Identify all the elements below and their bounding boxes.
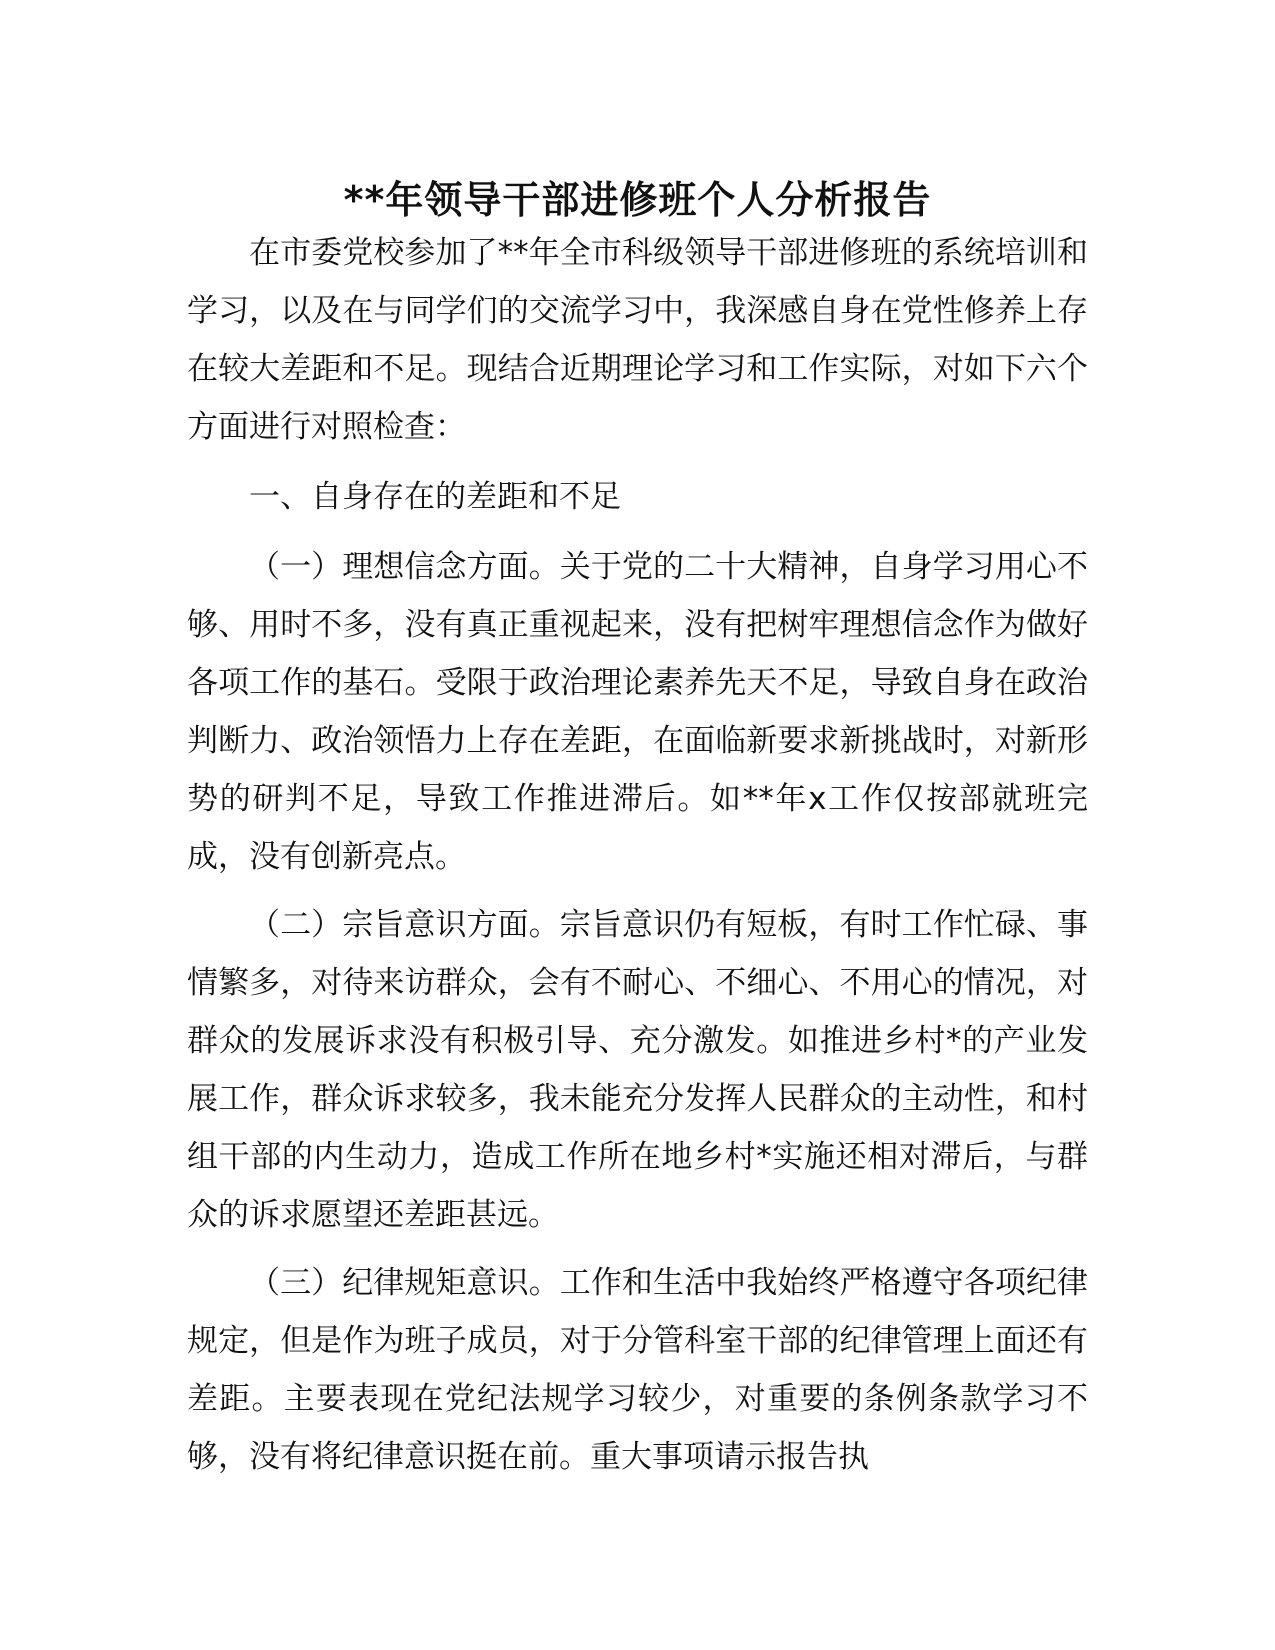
paragraph-purpose-awareness: （二）宗旨意识方面。宗旨意识仍有短板，有时工作忙碌、事情繁多，对待来访群众，会有不耐心、不细心、不用心的情况，对群众的发展诉求没有积极引导、充分激发。如推进乡村*的产业发展工作，群众诉求较多，我未能充分发挥人民群众的主动性，和村组干部的内生动力，造成工作所在地乡村*实施还相对滞后，与群众的诉求愿望还差距甚远。 [187, 907, 1088, 1233]
section-heading-1: 一、自身存在的差距和不足 [249, 479, 621, 515]
document-body [187, 224, 1088, 1486]
intro-paragraph: 在市委党校参加了**年全市科级领导干部进修班的系统培训和学习，以及在与同学们的交流学习中，我深感自身在党性修养上存在较大差距和不足。现结合近期理论学习和工作实际，对如下六个方面进行对照检查： [187, 235, 1088, 445]
document-title: **年领导干部进修班个人分析报告 [343, 178, 932, 223]
paragraph-ideals-beliefs: （一）理想信念方面。关于党的二十大精神，自身学习用心不够、用时不多，没有真正重视起来，没有把树牢理想信念作为做好各项工作的基石。受限于政治理论素养先天不足，导致自身在政治判断力、政治领悟力上存在差距，在面临新要求新挑战时，对新形势的研判不足，导致工作推进滞后。如**年x工作仅按部就班完成，没有创新亮点。 [187, 549, 1088, 875]
paragraph-discipline-awareness: （三）纪律规矩意识。工作和生活中我始终严格遵守各项纪律规定，但是作为班子成员，对于分管科室干部的纪律管理上面还有差距。主要表现在党纪法规学习较少，对重要的条例条款学习不够，没有将纪律意识挺在前。重大事项请示报告执 [187, 1265, 1088, 1475]
